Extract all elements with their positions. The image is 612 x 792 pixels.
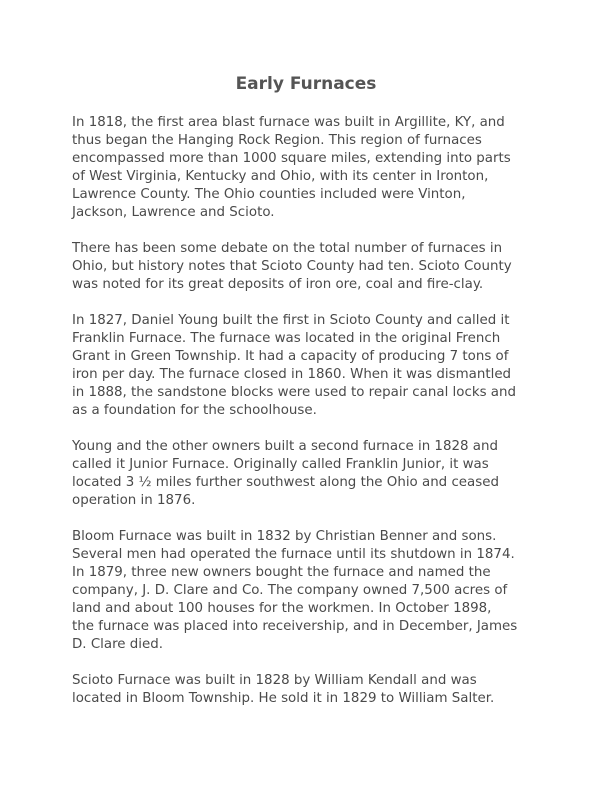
paragraph-bloom-furnace: Bloom Furnace was built in 1832 by Christian Benner and sons. Several men had operated the furnace until its shutdown in 1874. In 1879, three new owners bought the furnace and named the company, J. D. Clare and Co. The company owned 7,500 acres of land and about 100 houses for the workmen. In October 1898, the furnace was placed into receivership, and in December, James D. Clare died.: [72, 529, 518, 652]
paragraph-franklin-furnace: In 1827, Daniel Young built the first in Scioto County and called it Franklin Furnace. The furnace was located in the original French Grant in Green Township. It had a capacity of producing 7 tons of iron per day. The furnace closed in 1860. When it was dismantled in 1888, the sandstone blocks were used to repair canal locks and as a foundation for the schoolhouse.: [72, 313, 517, 418]
paragraph-hanging-rock-region: In 1818, the first area blast furnace was built in Argillite, KY, and thus began the Hanging Rock Region. This region of furnaces encompassed more than 1000 square miles, extending into parts of West Virginia, Kentucky and Ohio, with its center in Ironton, Lawrence County. The Ohio counties included were Vinton, Jackson, Lawrence and Scioto.: [72, 115, 511, 220]
document-body: [72, 114, 552, 726]
paragraph-junior-furnace: Young and the other owners built a second furnace in 1828 and called it Junior Furnace. Originally called Franklin Junior, it was located 3 ½ miles further southwest along the Ohio and ceased operation in 1876.: [72, 439, 499, 508]
paragraph-scioto-county: There has been some debate on the total number of furnaces in Ohio, but history notes that Scioto County had ten. Scioto County was noted for its great deposits of iron ore, coal and fire-clay.: [72, 241, 512, 292]
paragraph-scioto-furnace: Scioto Furnace was built in 1828 by William Kendall and was located in Bloom Township. He sold it in 1829 to William Salter.: [72, 673, 495, 706]
page-title: Early Furnaces: [235, 74, 377, 94]
